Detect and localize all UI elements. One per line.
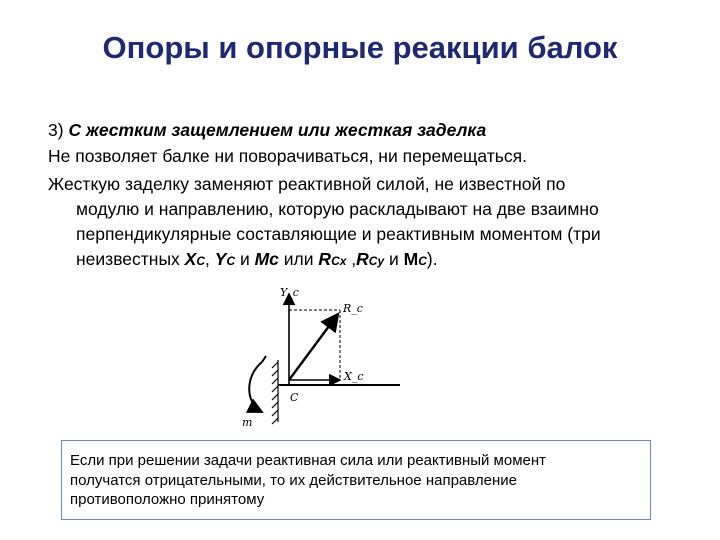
note-line-3: противоположно принятому	[70, 491, 265, 508]
var-rcy: R	[356, 249, 369, 269]
wall-hatching	[272, 360, 278, 424]
moment-arc	[249, 362, 262, 412]
note-line-1: Если при решении задачи реактивная сила или реактивный момент	[70, 452, 547, 469]
label-c: C	[290, 391, 299, 404]
var-rcx: R	[318, 249, 332, 269]
para-line-2: модулю и направлению, которую раскладывают на две взаимно	[76, 199, 599, 219]
para-line-4-start: неизвестных	[76, 249, 185, 269]
para-end: ).	[426, 249, 438, 269]
para-line-3: перпендикулярные составляющие и реактивным моментом (три	[76, 224, 601, 244]
label-yc: Y_c	[280, 286, 299, 299]
var-m: M	[403, 249, 419, 269]
subhead-prefix: 3)	[48, 120, 69, 140]
note-line-2: получатся отрицательными, то их действительное направление	[70, 471, 517, 489]
page-title: Опоры и опорные реакции балок	[102, 30, 618, 65]
subhead-italic: С жестким защемлением или жесткая заделка	[68, 120, 487, 140]
description-paragraph	[48, 172, 601, 274]
var-y: Y	[214, 249, 227, 269]
comma-1: ,	[205, 249, 215, 269]
and-2: и	[384, 249, 404, 269]
label-m: m	[242, 416, 253, 429]
note-box	[61, 440, 651, 520]
var-x: X	[184, 249, 197, 269]
var-x-sub: C	[196, 254, 206, 268]
para-line-4	[48, 247, 601, 274]
fixed-support-diagram	[232, 282, 412, 432]
var-y-sub: C	[226, 254, 236, 268]
rc-arrow	[289, 314, 338, 380]
moment-arc-tail	[262, 356, 266, 362]
or-word: или	[278, 249, 319, 269]
section-subheading	[48, 118, 486, 143]
var-mc: Mc	[254, 249, 279, 269]
para-line-1: Жесткую заделку заменяют реактивной силой, не известной по	[48, 174, 566, 194]
statement-line: Не позволяет балке ни поворачиваться, ни перемещаться.	[48, 146, 528, 166]
var-rcy-sub: Cy	[368, 254, 385, 268]
and-1: и	[235, 249, 255, 269]
separator: ,	[346, 249, 357, 269]
label-rc: R_c	[343, 302, 363, 315]
label-xc: X_c	[344, 370, 364, 383]
var-m-sub: C	[418, 254, 427, 268]
var-rcx-sub: Cx	[331, 254, 347, 268]
